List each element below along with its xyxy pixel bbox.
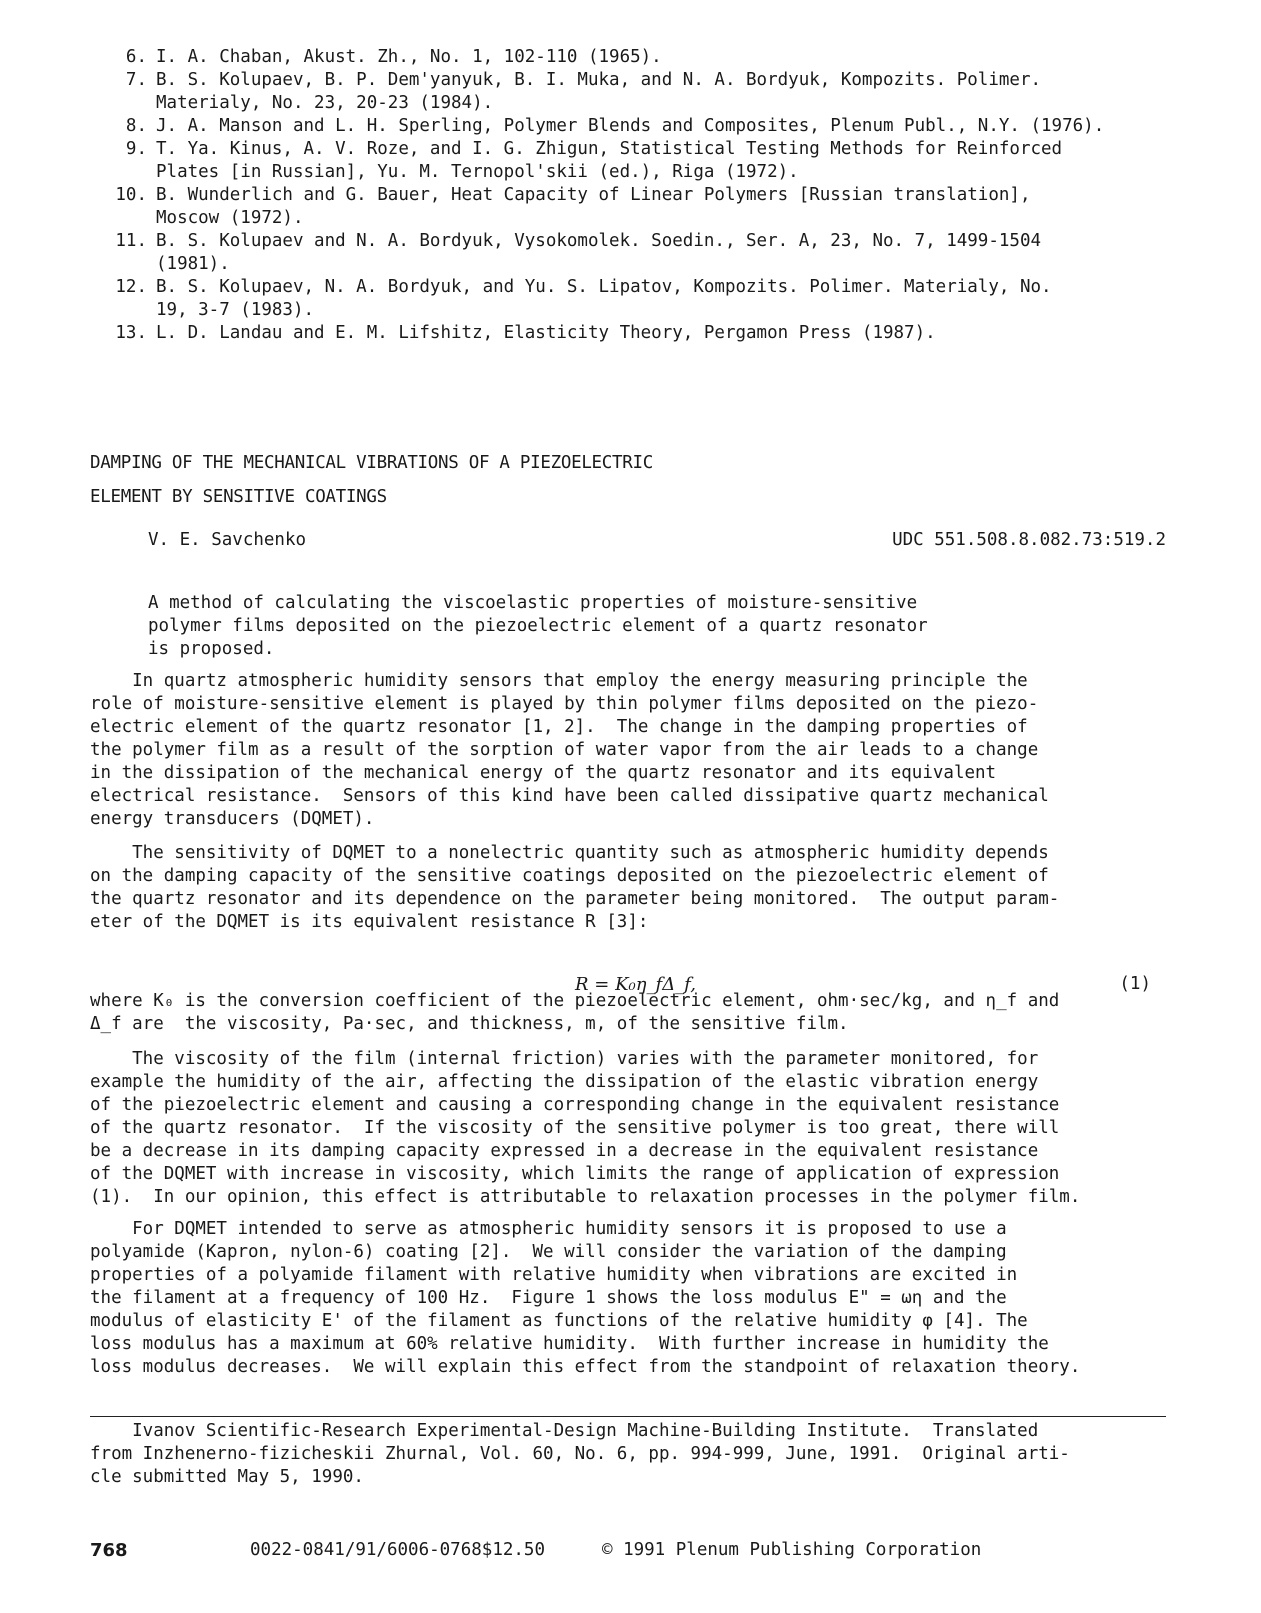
paragraph-2: [90, 842, 1059, 934]
reference-line: [90, 138, 1210, 161]
author-name: V. E. Savchenko: [148, 530, 307, 550]
paragraph-line: of the quartz resonator. If the viscosity of the sensitive polymer is too great, there will: [90, 1118, 1060, 1138]
reference-number: 12.: [115, 277, 147, 297]
paragraph-line: be a decrease in its damping capacity expressed in a decrease in the equivalent resistance: [90, 1141, 1039, 1161]
paragraph-line: the filament at a frequency of 100 Hz. Figure 1 shows the loss modulus E" = ωη and the: [90, 1288, 1007, 1308]
paragraph-line: of the piezoelectric element and causing a corresponding change in the equivalent resistance: [90, 1095, 1060, 1115]
reference-text: B. Wunderlich and G. Bauer, Heat Capacity of Linear Polymers [Russian translation],: [156, 185, 1031, 205]
paragraph-line: Δ_f are the viscosity, Pa·sec, and thickness, m, of the sensitive film.: [90, 1014, 849, 1034]
paragraph-3: [90, 990, 1059, 1036]
reference-line: [90, 115, 1210, 138]
paragraph-line: the polymer film as a result of the sorption of water vapor from the air leads to a change: [90, 740, 1039, 760]
reference-text: B. S. Kolupaev and N. A. Bordyuk, Vysokomolek. Soedin., Ser. A, 23, No. 7, 1499-1504: [156, 231, 1042, 251]
copyright: © 1991 Plenum Publishing Corporation: [602, 1540, 982, 1560]
page-number: 768: [90, 1540, 128, 1561]
paragraph-line: example the humidity of the air, affecting the dissipation of the elastic vibration energy: [90, 1072, 1039, 1092]
paragraph-line: eter of the DQMET is its equivalent resistance R [3]:: [90, 912, 649, 932]
paragraph-line: of the DQMET with increase in viscosity, which limits the range of application of expression: [90, 1164, 1060, 1184]
footnote: [90, 1420, 1070, 1489]
paragraph-1: [90, 670, 1049, 831]
reference-text: Plates [in Russian], Yu. M. Ternopol'skii (ed.), Riga (1972).: [156, 162, 799, 182]
reference-text: Materialy, No. 23, 20-23 (1984).: [156, 93, 494, 113]
reference-text: 19, 3-7 (1983).: [156, 300, 315, 320]
article-title: [90, 446, 653, 514]
reference-number: 8.: [125, 116, 147, 136]
abstract-line: A method of calculating the viscoelastic properties of moisture-sensitive: [148, 593, 918, 613]
reference-line: [90, 299, 1210, 322]
reference-text: B. S. Kolupaev, B. P. Dem'yanyuk, B. I. Muka, and N. A. Bordyuk, Kompozits. Polimer.: [156, 70, 1042, 90]
reference-number: [90, 92, 156, 115]
equation-number: (1): [1119, 974, 1151, 994]
reference-number: 10.: [115, 185, 147, 205]
reference-line: [90, 253, 1210, 276]
reference-line: [90, 276, 1210, 299]
abstract-line: polymer films deposited on the piezoelectric element of a quartz resonator: [148, 616, 928, 636]
footnote-line: from Inzhenerno-fizicheskii Zhurnal, Vol. 60, No. 6, pp. 994-999, June, 1991. Original arti-: [90, 1444, 1070, 1464]
paragraph-line: loss modulus decreases. We will explain this effect from the standpoint of relaxation theory.: [90, 1357, 1081, 1377]
reference-number: 7.: [125, 70, 147, 90]
reference-line: [90, 184, 1210, 207]
reference-number: [90, 161, 156, 184]
reference-text: J. A. Manson and L. H. Sperling, Polymer Blends and Composites, Plenum Publ., N.Y. (1976).: [156, 116, 1105, 136]
paragraph-line: energy transducers (DQMET).: [90, 809, 375, 829]
reference-list: [90, 46, 1210, 345]
reference-line: [90, 69, 1210, 92]
abstract: [148, 592, 928, 661]
paragraph-line: where K₀ is the conversion coefficient of the piezoelectric element, ohm·sec/kg, and η_f and: [90, 991, 1060, 1011]
reference-text: T. Ya. Kinus, A. V. Roze, and I. G. Zhigun, Statistical Testing Methods for Reinforced: [156, 139, 1063, 159]
paragraph-line: electric element of the quartz resonator [1, 2]. The change in the damping properties of: [90, 717, 1028, 737]
title-line-1: DAMPING OF THE MECHANICAL VIBRATIONS OF A PIEZOELECTRIC: [90, 453, 653, 473]
udc-code: UDC 551.508.8.082.73:519.2: [892, 530, 1166, 550]
reference-line: [90, 161, 1210, 184]
paragraph-line: properties of a polyamide filament with relative humidity when vibrations are excited in: [90, 1265, 1018, 1285]
paragraph-4: [90, 1048, 1080, 1209]
issn-price: 0022-0841/91/6006-0768$12.50: [250, 1540, 546, 1560]
paragraph-line: the quartz resonator and its dependence on the parameter being monitored. The output param-: [90, 889, 1060, 909]
paragraph-line: in the dissipation of the mechanical energy of the quartz resonator and its equivalent: [90, 763, 997, 783]
reference-number: 9.: [125, 139, 147, 159]
reference-number: 13.: [115, 323, 147, 343]
footnote-line: Ivanov Scientific-Research Experimental-Design Machine-Building Institute. Translated: [90, 1421, 1039, 1441]
reference-text: Moscow (1972).: [156, 208, 304, 228]
paragraph-line: polyamide (Kapron, nylon-6) coating [2]. We will consider the variation of the damping: [90, 1242, 1007, 1262]
reference-number: [90, 207, 156, 230]
reference-number: 6.: [125, 47, 147, 67]
paragraph-5: [90, 1218, 1080, 1379]
paragraph-line: The viscosity of the film (internal friction) varies with the parameter monitored, for: [90, 1049, 1039, 1069]
reference-line: [90, 92, 1210, 115]
footnote-rule: [90, 1416, 1166, 1417]
reference-number: [90, 299, 156, 322]
paragraph-line: loss modulus has a maximum at 60% relative humidity. With further increase in humidity the: [90, 1334, 1049, 1354]
reference-line: [90, 46, 1210, 69]
reference-line: [90, 322, 1210, 345]
reference-line: [90, 207, 1210, 230]
reference-text: B. S. Kolupaev, N. A. Bordyuk, and Yu. S. Lipatov, Kompozits. Polimer. Materialy, No.: [156, 277, 1052, 297]
paragraph-line: electrical resistance. Sensors of this kind have been called dissipative quartz mechanical: [90, 786, 1049, 806]
paragraph-line: (1). In our opinion, this effect is attributable to relaxation processes in the polymer film.: [90, 1187, 1081, 1207]
reference-text: L. D. Landau and E. M. Lifshitz, Elasticity Theory, Pergamon Press (1987).: [156, 323, 936, 343]
reference-line: [90, 230, 1210, 253]
reference-number: 11.: [115, 231, 147, 251]
reference-text: I. A. Chaban, Akust. Zh., No. 1, 102-110 (1965).: [156, 47, 662, 67]
footnote-line: cle submitted May 5, 1990.: [90, 1467, 364, 1487]
paragraph-line: role of moisture-sensitive element is played by thin polymer films deposited on the piezo-: [90, 694, 1039, 714]
abstract-line: is proposed.: [148, 639, 275, 659]
paragraph-line: In quartz atmospheric humidity sensors that employ the energy measuring principle the: [90, 671, 1028, 691]
paragraph-line: modulus of elasticity E' of the filament as functions of the relative humidity φ [4]. The: [90, 1311, 1028, 1331]
paragraph-line: on the damping capacity of the sensitive coatings deposited on the piezoelectric element of: [90, 866, 1049, 886]
paragraph-line: The sensitivity of DQMET to a nonelectric quantity such as atmospheric humidity depends: [90, 843, 1049, 863]
equation: R = K₀η_fΔ_f,: [575, 974, 696, 995]
title-line-2: ELEMENT BY SENSITIVE COATINGS: [90, 487, 387, 507]
reference-text: (1981).: [156, 254, 230, 274]
paragraph-line: For DQMET intended to serve as atmospheric humidity sensors it is proposed to use a: [90, 1219, 1007, 1239]
reference-number: [90, 253, 156, 276]
